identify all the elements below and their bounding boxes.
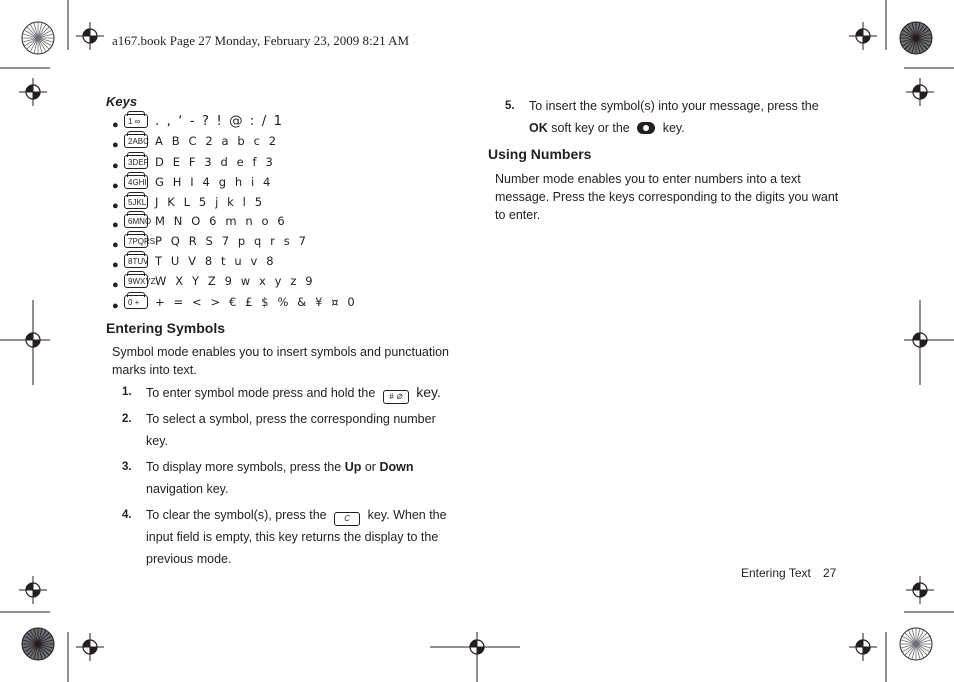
registration-cross-icon <box>19 576 47 604</box>
ok-key-label: OK <box>529 121 548 135</box>
key-row <box>112 112 284 130</box>
registration-cross-icon <box>849 22 877 50</box>
step-text: To enter symbol mode press and hold the <box>146 386 376 400</box>
bullet: ● <box>112 218 119 231</box>
step-text: To insert the symbol(s) into your message, press the <box>529 99 819 113</box>
registration-star-icon <box>22 628 54 660</box>
key-characters: D E F 3 d e f 3 <box>155 155 276 169</box>
bullet: ● <box>112 299 119 312</box>
step-text-mid: or <box>364 460 376 474</box>
step-text-mid: soft key or the <box>551 121 630 135</box>
bullet: ● <box>112 278 119 291</box>
down-key-label: Down <box>379 460 414 474</box>
step-text-after: key. When the input field is empty, this key returns the display to the previous mode. <box>146 508 447 566</box>
bullet: ● <box>112 118 119 131</box>
entering-symbols-intro: Symbol mode enables you to insert symbols and punctuation marks into text. <box>112 345 449 377</box>
bullet: ● <box>112 179 119 192</box>
step-text: To select a symbol, press the corresponding number key. <box>146 412 436 448</box>
step-1 <box>122 381 456 404</box>
key-5-icon: 5JKL <box>124 195 148 209</box>
registration-cross-icon <box>906 78 934 106</box>
print-header: a167.book Page 27 Monday, February 23, 2009 8:21 AM <box>112 33 410 48</box>
key-row <box>112 173 273 191</box>
using-numbers-body: Number mode enables you to enter numbers into a text message. Press the keys corresponding to the digits you want to enter. <box>495 172 839 222</box>
step-text: To clear the symbol(s), press the <box>146 508 327 522</box>
step-2 <box>122 408 456 452</box>
key-characters: A B C 2 a b c 2 <box>155 134 279 148</box>
key-characters: T U V 8 t u v 8 <box>155 254 277 268</box>
bullet: ● <box>112 138 119 151</box>
key-2-icon: 2ABC <box>124 134 148 148</box>
step-5 <box>505 95 839 139</box>
entering-symbols-heading: Entering Symbols <box>106 320 226 336</box>
step-text: To display more symbols, press the <box>146 460 342 474</box>
key-7-icon: 7PQRS <box>124 234 148 248</box>
key-1-icon: 1 ∞ <box>124 114 148 128</box>
step-number: 4. <box>122 509 132 521</box>
step-number: 5. <box>505 100 515 112</box>
bullet: ● <box>112 159 119 172</box>
registration-star-icon <box>900 22 932 54</box>
keys-heading: Keys <box>106 94 138 109</box>
clear-key-icon: C <box>334 512 360 526</box>
registration-cross-icon <box>19 78 47 106</box>
step-text-after: key. <box>416 384 441 400</box>
ok-key-icon <box>637 122 655 134</box>
step-number: 1. <box>122 386 132 398</box>
key-row <box>112 212 287 230</box>
key-row <box>112 132 279 150</box>
step-text-after: navigation key. <box>146 482 229 496</box>
key-characters: . , ‘ - ? ! @ : / 1 <box>155 113 284 129</box>
key-row <box>112 272 315 290</box>
step-3 <box>122 456 456 500</box>
registration-star-icon <box>900 628 932 660</box>
key-row <box>112 293 357 311</box>
step-4 <box>122 504 456 570</box>
registration-cross-icon <box>19 326 47 354</box>
key-0-icon: 0 + <box>124 295 148 309</box>
bullet: ● <box>112 258 119 271</box>
key-row <box>112 153 275 171</box>
key-8-icon: 8TUV <box>124 254 148 268</box>
registration-cross-icon <box>906 326 934 354</box>
key-row <box>112 252 276 270</box>
key-characters: + = < > € £ $ % & ¥ ¤ 0 <box>155 295 358 309</box>
entering-symbols-steps <box>122 381 456 570</box>
using-numbers-heading: Using Numbers <box>488 146 592 162</box>
bullet: ● <box>112 238 119 251</box>
key-characters: P Q R S 7 p q r s 7 <box>155 234 309 248</box>
page-number: 27 <box>823 566 837 580</box>
key-characters: M N O 6 m n o 6 <box>155 214 288 228</box>
key-row <box>112 193 265 211</box>
key-9-icon: 9WXYZ <box>124 274 148 288</box>
key-characters: J K L 5 j k l 5 <box>155 195 265 209</box>
pound-key-icon: # ⊘ <box>383 390 409 404</box>
registration-cross-icon <box>906 576 934 604</box>
key-3-icon: 3DEF <box>124 155 148 169</box>
step-number: 2. <box>122 413 132 425</box>
step-text-after: key. <box>662 121 685 135</box>
up-key-label: Up <box>344 460 362 474</box>
key-characters: W X Y Z 9 w x y z 9 <box>155 274 316 288</box>
registration-cross-icon <box>849 633 877 661</box>
registration-star-icon <box>22 22 54 54</box>
footer-section-name: Entering Text <box>741 566 811 580</box>
registration-cross-icon <box>76 633 104 661</box>
key-6-icon: 6MNO <box>124 214 148 228</box>
registration-cross-icon <box>463 633 491 661</box>
registration-cross-icon <box>76 22 104 50</box>
bullet: ● <box>112 199 119 212</box>
key-4-icon: 4GHI <box>124 175 148 189</box>
step-number: 3. <box>122 461 132 473</box>
key-row <box>112 232 309 250</box>
key-characters: G H I 4 g h i 4 <box>155 175 273 189</box>
